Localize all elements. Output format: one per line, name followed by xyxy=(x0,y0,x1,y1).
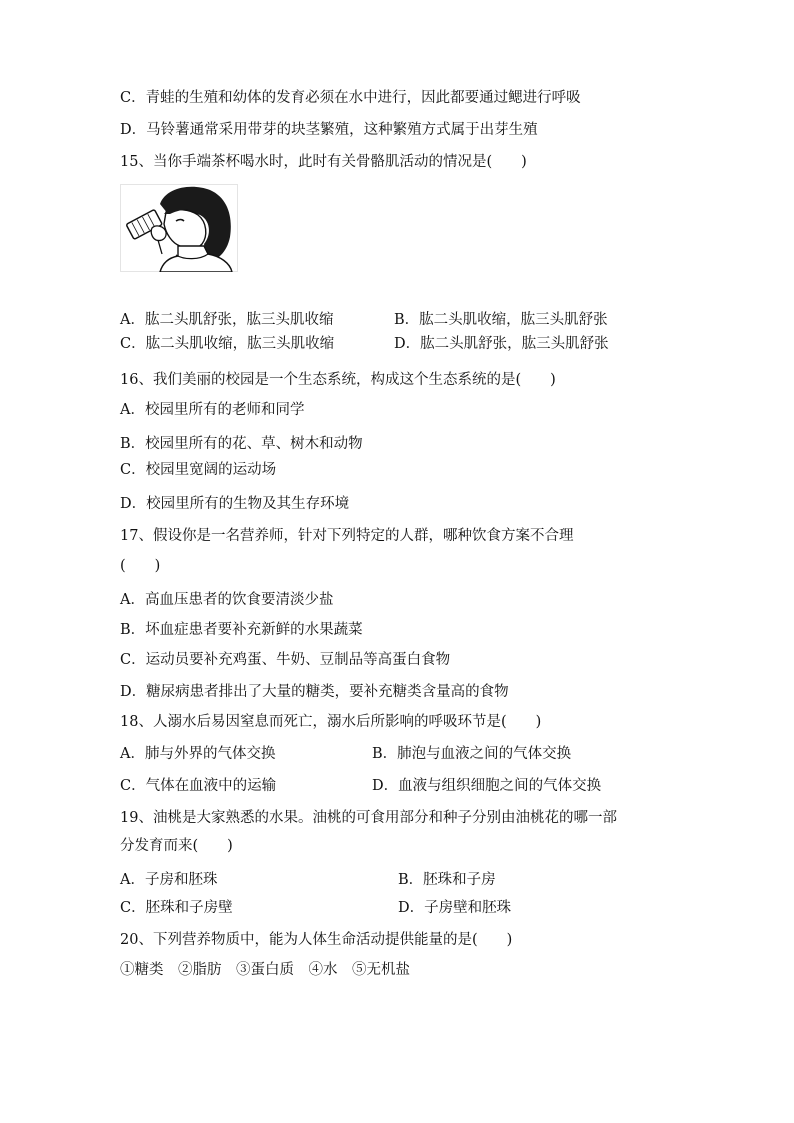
q15-option-c: C．肱二头肌收缩，肱三头肌收缩 xyxy=(120,336,335,352)
q19-option-a: A．子房和胚珠 xyxy=(120,872,218,888)
q19-option-b: B．胚珠和子房 xyxy=(398,872,496,888)
q20-options: ①糖类 ②脂肪 ③蛋白质 ④水 ⑤无机盐 xyxy=(120,962,410,978)
q19-stem-line1: 19、油桃是大家熟悉的水果。油桃的可食用部分和种子分别由油桃花的哪一部 xyxy=(120,810,617,826)
q15-option-b: B．肱二头肌收缩，肱三头肌舒张 xyxy=(394,312,608,328)
q17-option-d: D．糖尿病患者排出了大量的糖类，要补充糖类含量高的食物 xyxy=(120,684,509,700)
q19-option-c: C．胚珠和子房壁 xyxy=(120,900,233,916)
q17-option-c: C．运动员要补充鸡蛋、牛奶、豆制品等高蛋白食物 xyxy=(120,652,451,668)
q17-option-a: A．高血压患者的饮食要清淡少盐 xyxy=(120,592,334,608)
q18-option-a: A．肺与外界的气体交换 xyxy=(120,746,276,762)
q16-option-d: D．校园里所有的生物及其生存环境 xyxy=(120,496,350,512)
q16-option-b: B．校园里所有的花、草、树木和动物 xyxy=(120,436,363,452)
q18-option-b: B．肺泡与血液之间的气体交换 xyxy=(372,746,572,762)
q14-option-d: D．马铃薯通常采用带芽的块茎繁殖，这种繁殖方式属于出芽生殖 xyxy=(120,122,538,138)
q19-option-d: D．子房壁和胚珠 xyxy=(398,900,512,916)
q17-option-b: B．坏血症患者要补充新鲜的水果蔬菜 xyxy=(120,622,363,638)
person-drinking-illustration xyxy=(120,184,238,272)
q18-option-d: D．血液与组织细胞之间的气体交换 xyxy=(372,778,602,794)
q20-stem: 20、下列营养物质中，能为人体生命活动提供能量的是( ) xyxy=(120,932,513,948)
q18-option-c: C．气体在血液中的运输 xyxy=(120,778,277,794)
q15-stem: 15、当你手端茶杯喝水时，此时有关骨骼肌活动的情况是( ) xyxy=(120,154,527,170)
q19-stem-line2: 分发育而来( ) xyxy=(120,838,233,854)
q18-stem: 18、人溺水后易因窒息而死亡，溺水后所影响的呼吸环节是( ) xyxy=(120,714,542,730)
q17-answer-paren: ( ) xyxy=(120,558,161,574)
q17-stem: 17、假设你是一名营养师，针对下列特定的人群，哪种饮食方案不合理 xyxy=(120,528,574,544)
q16-stem: 16、我们美丽的校园是一个生态系统，构成这个生态系统的是( ) xyxy=(120,372,556,388)
q14-option-c: C．青蛙的生殖和幼体的发育必须在水中进行，因此都要通过鳃进行呼吸 xyxy=(120,90,581,106)
q16-option-c: C．校园里宽阔的运动场 xyxy=(120,462,277,478)
q15-option-d: D．肱二头肌舒张，肱三头肌舒张 xyxy=(394,336,609,352)
q15-option-a: A．肱二头肌舒张，肱三头肌收缩 xyxy=(120,312,334,328)
q16-option-a: A．校园里所有的老师和同学 xyxy=(120,402,305,418)
